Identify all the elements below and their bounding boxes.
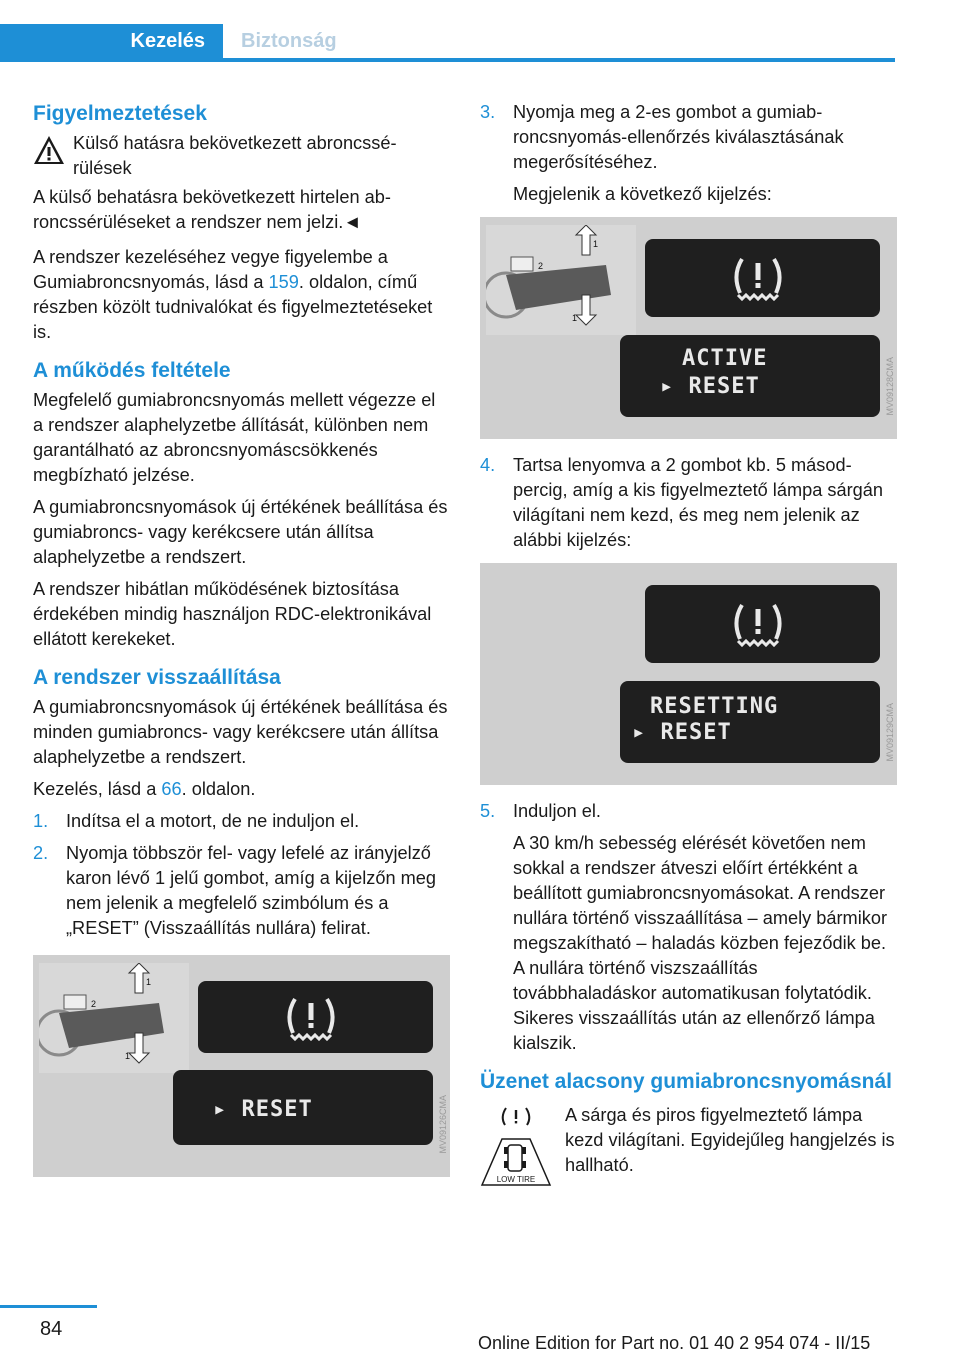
low-tire-label: LOW TIRE [496, 1175, 536, 1184]
heading-reset: A rendszer visszaállítása [33, 666, 281, 689]
heading-low-pressure: Üzenet alacsony gumiabroncsnyomásnál [480, 1070, 892, 1093]
right-column [480, 100, 895, 1185]
reset-p2-suffix: . oldalon. [181, 779, 256, 799]
page-link-66[interactable]: 66 [161, 779, 182, 799]
low-pressure-text: A sárga és piros figyelmeztető lámpa kezd világítani. Egyidejűleg hangjelzés is hallható. [565, 1105, 895, 1175]
step-3-text: Nyomja meg a 2-es gombot a gumiabroncsnyomás-ellenőrzés kiválasztásának megerősítéséhez. [513, 102, 844, 172]
condition-paragraph-2: A gumiabroncsnyomások új értékének beállítása és gumiabroncs- vagy kerékcsere után állítsa alaphelyzetbe a rendszert. [33, 497, 448, 567]
page-link-159[interactable]: 159 [268, 272, 299, 292]
reset-paragraph-1: A gumiabroncsnyomások új értékének beállítása és minden gumiabroncs- vagy kerékcsere után állítsa alaphelyzetbe a rendszert. [33, 697, 448, 767]
display-panel-bottom [620, 335, 880, 417]
figure-code: MV09128CMA [885, 357, 895, 416]
figure-resetting-display [480, 563, 897, 785]
warning-block [33, 131, 448, 181]
condition-paragraph-1: Megfelelő gumiabroncsnyomás mellett végezze el a rendszer alaphelyzetbe állítását, különben nem garantálható az abroncsnyomáscsökkenés megbízható jelzése. [33, 390, 436, 485]
low-tire-car-icon [480, 1137, 552, 1187]
figure-reset-display [33, 955, 450, 1177]
svg-text:2: 2 [91, 999, 97, 1009]
tire-pressure-warning-icon [283, 991, 339, 1041]
step-4-text: Tartsa lenyomva a 2 gombot kb. 5 másodpercig, amíg a kis figyelmeztető lámpa sárgán világítani nem kezd, és meg nem jelenik az alábbi kijelzés: [513, 455, 883, 550]
steps-list-left [33, 809, 448, 941]
heading-warnings: Figyelmeztetések [33, 102, 207, 125]
steps-list-right [480, 100, 895, 207]
tab-kezeles-label: Kezelés [130, 30, 205, 52]
step-1-text: Indítsa el a motort, de ne induljon el. [66, 811, 360, 831]
reset-p2-prefix: Kezelés, lásd a [33, 779, 162, 799]
step-3-number: 3. [480, 102, 496, 122]
note-paragraph [33, 245, 448, 345]
display-panel-top [645, 239, 880, 317]
step-2 [33, 841, 448, 941]
warning-text: A külső behatásra bekövetkezett hirtelen abroncssérüléseket a rendszer nem jelzi.◄ [33, 187, 391, 232]
svg-text:1: 1 [593, 239, 599, 249]
tire-pressure-warning-icon [730, 251, 786, 301]
step-2-number: 2. [33, 843, 49, 863]
step-4-number: 4. [480, 455, 496, 475]
svg-text:1: 1 [146, 977, 152, 987]
figure-active-display [480, 217, 897, 439]
low-pressure-block [480, 1103, 895, 1184]
low-pressure-icons [480, 1105, 552, 1187]
step-3-subtext: Megjelenik a következő kijelzés: [513, 184, 772, 204]
svg-text:2: 2 [538, 261, 544, 271]
tab-biztonsag-label: Biztonság [241, 30, 337, 52]
display-line-1: RESETTING [650, 694, 779, 719]
note-prefix: A rendszer kezeléséhez vegye figyelembe a Gumiabroncsnyomás, lásd a [33, 247, 388, 292]
display-panel-bottom [173, 1070, 433, 1145]
footer-rule [0, 1305, 97, 1308]
tire-pressure-warning-icon [498, 1105, 534, 1129]
display-line-2: ▸ RESET [660, 374, 760, 399]
turn-signal-stalk-icon [486, 225, 636, 335]
left-column [33, 100, 448, 1177]
step-5-number: 5. [480, 801, 496, 821]
condition-paragraph-3: A rendszer hibátlan működésének biztosítása érdekében mindig használjon RDC-elektronikával ellátott kerekeket. [33, 579, 432, 649]
edition-text: Online Edition for Part no. 01 40 2 954 074 - II/15 [478, 1333, 871, 1353]
header-rule [223, 58, 895, 62]
step-5-subtext: A 30 km/h sebesség elérését követően nem sokkal a rendszer átveszi előírt értékként a beállított gumiabroncsnyomásokat. A rendszer nullára történő visszaállítása – amely bármikor megszakítható – haladás közben fejeződik be. A nullára történő viszszaállítás továbbhaladáskor automatikusan folytatódik. Sikeres visszaállítás után az ellenőrző lámpa kialszik. [513, 833, 888, 1053]
turn-signal-stalk-icon [39, 963, 189, 1073]
heading-condition: A működés feltétele [33, 359, 231, 382]
svg-text:1: 1 [572, 313, 578, 323]
header-tabs [0, 0, 895, 62]
warning-triangle-icon [33, 135, 65, 165]
display-panel-top [198, 981, 433, 1053]
step-5-text: Induljon el. [513, 801, 601, 821]
display-line-2: ▸ RESET [632, 720, 732, 745]
reset-paragraph-2 [33, 777, 448, 802]
step-5 [480, 799, 895, 1056]
steps-list-right-2 [480, 453, 895, 553]
display-line-1: ACTIVE [682, 346, 768, 371]
steps-list-right-3 [480, 799, 895, 1056]
tab-biztonsag[interactable] [223, 24, 895, 62]
display-panel-bottom [620, 681, 880, 763]
display-line-2: ▸ RESET [213, 1097, 313, 1122]
display-panel-top [645, 585, 880, 663]
step-2-text: Nyomja többször fel- vagy lefelé az irányjelző karon lévő 1 jelű gombot, amíg a kijelzőn meg nem jelenik a megfelelő szimbólum és a „RESET” (Visszaállítás nullára) felirat. [66, 843, 437, 938]
step-4 [480, 453, 895, 553]
step-1 [33, 809, 448, 834]
step-1-number: 1. [33, 811, 49, 831]
figure-code: MV09126CMA [438, 1095, 448, 1154]
note-suffix: . oldalon, című részben közölt tudnivalókat és figyelmeztetéseket is. [33, 272, 433, 342]
step-3 [480, 100, 895, 207]
tab-kezeles[interactable] [0, 24, 223, 62]
svg-text:1: 1 [125, 1051, 131, 1061]
warning-title: Külső hatásra bekövetkezett abroncssérülések [73, 133, 397, 178]
page-number: 84 [40, 1318, 63, 1340]
tire-pressure-warning-icon [730, 597, 786, 647]
figure-code: MV09129CMA [885, 703, 895, 762]
